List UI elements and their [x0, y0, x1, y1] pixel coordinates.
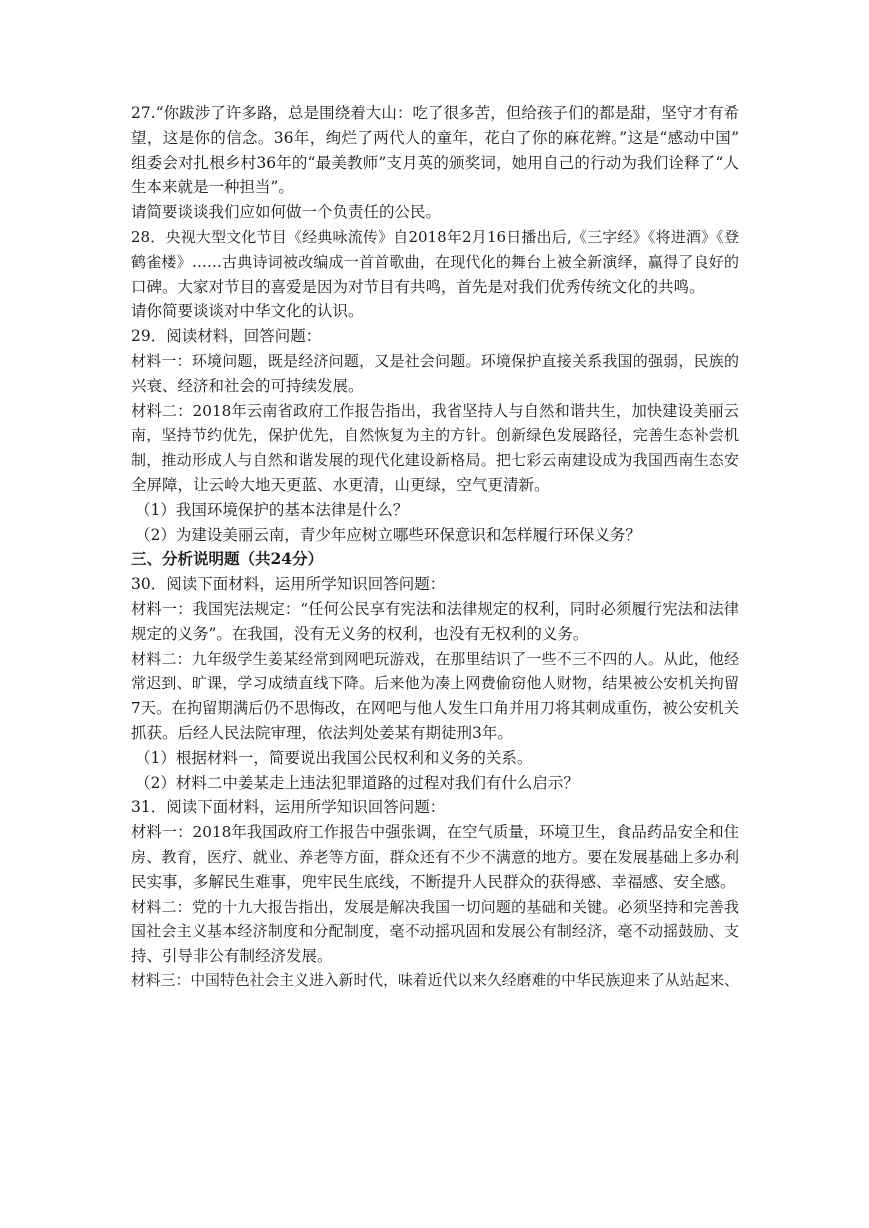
text-line: 7天。在拘留期满后仍不思悔改，在网吧与他人发生口角并用刀将其刺成重伤，被公安机关	[131, 699, 739, 718]
section-heading: 三、分析说明题（共24分）	[131, 549, 324, 569]
text-line: 国社会主义基本经济制度和分配制度，毫不动摇巩固和发展公有制经济，毫不动摇鼓励、支	[131, 922, 739, 941]
text-line: 口碑。大家对节目的喜爱是因为对节目有共鸣，首先是对我们优秀传统文化的共鸣。	[131, 277, 705, 296]
text-line: 请你简要谈谈对中华文化的认识。	[131, 302, 364, 321]
text-line: 材料三：中国特色社会主义进入新时代，味着近代以来久经磨难的中华民族迎来了从站起来、	[131, 971, 739, 989]
text-line: 材料二：2018年云南省政府工作报告指出，我省坚持人与自然和谐共生，加快建设美丽云	[131, 401, 739, 420]
text-line: 材料二：党的十九大报告指出，发展是解决我国一切问题的基础和关键。必须坚持和完善我	[131, 897, 739, 916]
text-line: 望，这是你的信念。36年，绚烂了两代人的童年，花白了你的麻花辫。”这是“感动中国”	[131, 128, 739, 147]
text-line: 27.“你跋涉了许多路，总是围绕着大山：吃了很多苦，但给孩子们的都是甜，坚守才有希	[131, 104, 739, 122]
text-line: （1）我国环境保护的基本法律是什么？	[135, 500, 409, 519]
text-line: 民实事，多解民生难事，兜牢民生底线，不断提升人民群众的获得感、幸福感、安全感。	[131, 872, 736, 891]
text-line: 鹤雀楼》……古典诗词被改编成一首首歌曲，在现代化的舞台上被全新演绎，赢得了良好的	[131, 252, 739, 271]
text-line: 31．阅读下面材料，运用所学知识回答问题：	[131, 798, 446, 817]
text-line: （2）为建设美丽云南，青少年应树立哪些环保意识和怎样履行环保义务？	[135, 525, 641, 544]
text-line: 28．央视大型文化节目《经典咏流传》自2018年2月16日播出后,《三字经》《将进酒》《登	[131, 227, 739, 246]
text-line: 30．阅读下面材料，运用所学知识回答问题：	[131, 575, 446, 594]
text-line: 兴衰、经济和社会的可持续发展。	[131, 376, 364, 395]
text-line: 生本来就是一种担当”。	[131, 178, 294, 197]
text-line: 南，坚持节约优先，保护优先，自然恢复为主的方针。创新绿色发展路径，完善生态补尝机	[131, 426, 739, 445]
text-line: 材料一：环境问题，既是经济问题，又是社会问题。环境保护直接关系我国的强弱，民族的	[131, 351, 739, 370]
text-line: 持、引导非公有制经济发展。	[131, 947, 333, 966]
text-line: 组委会对扎根乡村36年的“最美教师”支月英的颁奖词，她用自己的行动为我们诠释了“人	[131, 153, 739, 172]
text-line: 房、教育，医疗、就业、养老等方面，群众还有不少不满意的地方。要在发展基础上多办利	[131, 847, 739, 866]
text-line: 请简要谈谈我们应如何做一个负责任的公民。	[131, 203, 442, 222]
text-line: 全屏障，让云岭大地天更蓝、水更清，山更绿，空气更清新。	[131, 475, 550, 494]
text-line: 常迟到、旷课，学习成绩直线下降。后来他为凑上网费偷窃他人财物，结果被公安机关拘留	[131, 674, 739, 693]
text-line: 材料一：我国宪法规定：“任何公民享有宪法和法律规定的权利，同时必须履行宪法和法律	[131, 599, 739, 618]
exam-page	[131, 101, 739, 994]
text-line: （1）根据材料一，简要说出我国公民权利和义务的关系。	[135, 748, 533, 767]
text-line: 材料二：九年级学生姜某经常到网吧玩游戏，在那里结识了一些不三不四的人。从此，他经	[131, 649, 739, 668]
text-line: 抓获。后经人民法院审理，依法判处姜某有期徒刑3年。	[131, 723, 513, 742]
text-line: 材料一：2018年我国政府工作报告中强张调，在空气质量，环境卫生，食品药品安全和住	[131, 823, 739, 842]
text-line: 制，推动形成人与自然和谐发展的现代化建设新格局。把七彩云南建设成为我国西南生态安	[131, 451, 739, 470]
text-line: 规定的义务”。在我国，没有无义务的权利，也没有无权利的义务。	[131, 624, 589, 643]
text-line: （2）材料二中姜某走上违法犯罪道路的过程对我们有什么启示？	[135, 773, 579, 792]
text-line: 29．阅读材料，回答问题：	[131, 327, 322, 346]
